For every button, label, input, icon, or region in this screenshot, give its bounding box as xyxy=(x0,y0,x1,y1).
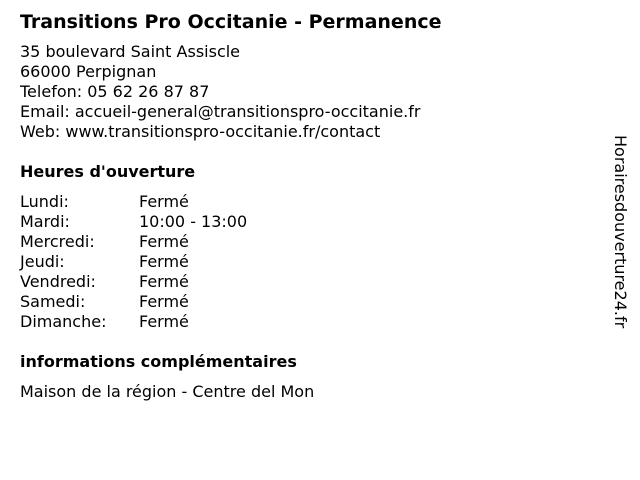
phone-line: Telefon: 05 62 26 87 87 xyxy=(20,82,210,101)
day-label: Dimanche: xyxy=(20,312,107,331)
hours-row-friday xyxy=(20,272,600,292)
day-hours: Fermé xyxy=(139,292,189,311)
day-hours: Fermé xyxy=(139,232,189,251)
day-label: Samedi: xyxy=(20,292,86,311)
day-label: Lundi: xyxy=(20,192,69,211)
business-name: Transitions Pro Occitanie - Permanence xyxy=(20,11,442,33)
hours-row-wednesday xyxy=(20,232,600,252)
opening-hours-table xyxy=(20,192,600,332)
site-credit-vertical: Horairesdouverture24.fr xyxy=(611,135,630,329)
hours-row-saturday xyxy=(20,292,600,312)
day-label: Jeudi: xyxy=(20,252,65,271)
web-line: Web: www.transitionspro-occitanie.fr/contact xyxy=(20,122,381,141)
hours-row-monday xyxy=(20,192,600,212)
business-card xyxy=(20,10,600,402)
hours-row-sunday xyxy=(20,312,600,332)
hours-row-thursday xyxy=(20,252,600,272)
day-hours: Fermé xyxy=(139,312,189,331)
opening-hours-heading: Heures d'ouverture xyxy=(20,162,196,181)
day-hours: Fermé xyxy=(139,252,189,271)
day-label: Vendredi: xyxy=(20,272,96,291)
day-label: Mardi: xyxy=(20,212,70,231)
hours-row-tuesday xyxy=(20,212,600,232)
additional-info-text: Maison de la région - Centre del Mon xyxy=(20,382,315,401)
address-line-city: 66000 Perpignan xyxy=(20,62,157,81)
day-label: Mercredi: xyxy=(20,232,95,251)
day-hours: Fermé xyxy=(139,272,189,291)
email-line: Email: accueil-general@transitionspro-occitanie.fr xyxy=(20,102,421,121)
day-hours: 10:00 - 13:00 xyxy=(139,212,248,231)
address-line-street: 35 boulevard Saint Assiscle xyxy=(20,42,241,61)
additional-info-heading: informations complémentaires xyxy=(20,352,297,371)
day-hours: Fermé xyxy=(139,192,189,211)
